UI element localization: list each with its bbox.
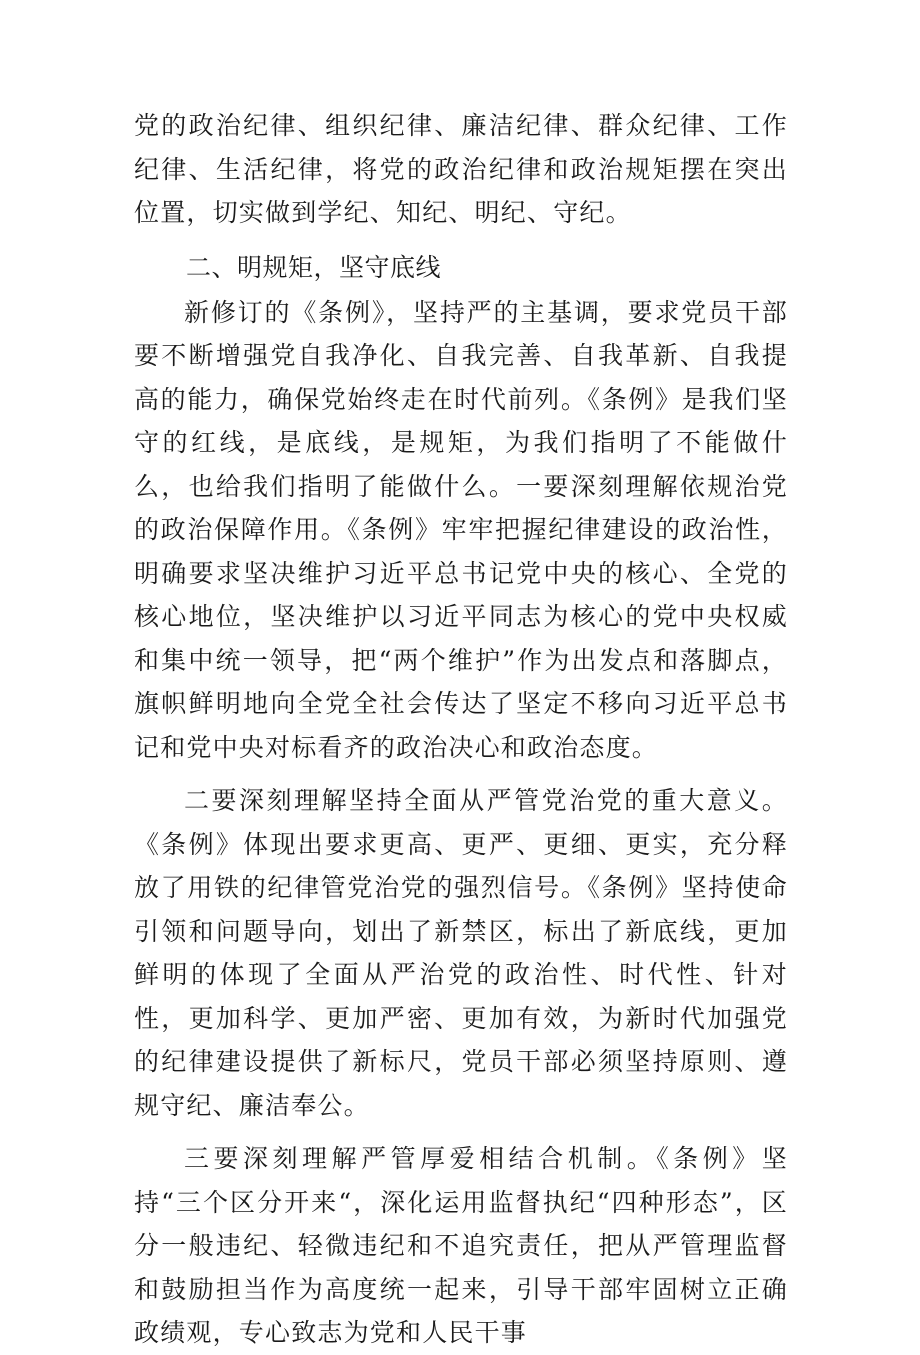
body-paragraph-1: 新修订的《条例》，坚持严的主基调，要求党员干部要不断增强党自我净化、自我完善、自我革新、自我提高的能力，确保党始终走在时代前列。《条例》是我们坚守的红线，是底线，是规矩，为我们指明了不能做什么，也给我们指明了能做什么。一要深刻理解依规治党的政治保障作用。《条例》牢牢把握纪律建设的政治性，明确要求坚决维护习近平总书记党中央的核心、全党的核心地位，坚决维护以习近平同志为核心的党中央权威和集中统一领导，把“两个维护”作为出发点和落脚点，旗帜鲜明地向全党全社会传达了坚定不移向习近平总书记和党中央对标看齐的政治决心和政治态度。 (134, 297, 788, 762)
body-paragraph-2: 二要深刻理解坚持全面从严管党治党的重大意义。《条例》体现出要求更高、更严、更细、更实，充分释放了用铁的纪律管党治党的强烈信号。《条例》坚持使命引领和问题导向，划出了新禁区，标出了新底线，更加鲜明的体现了全面从严治党的政治性、时代性、针对性，更加科学、更加严密、更加有效，为新时代加强党的纪律建设提供了新标尺，党员干部必须坚持原则、遵规守纪、廉洁奉公。 (134, 786, 788, 1120)
body-paragraph-3: 三要深刻理解严管厚爱相结合机制。《条例》坚持“三个区分开来“，深化运用监督执纪“四种形态”，区分一般违纪、轻微违纪和不追究责任，把从严管理监督和鼓励担当作为高度统一起来，引导干部牢固树立正确政绩观，专心致志为党和人民干事 (134, 1144, 788, 1347)
section-heading: 二、明规矩，坚守底线 (186, 252, 442, 282)
continuation-paragraph: 党的政治纪律、组织纪律、廉洁纪律、群众纪律、工作纪律、生活纪律，将党的政治纪律和政治规矩摆在突出位置，切实做到学纪、知纪、明纪、守纪。 (134, 111, 788, 227)
